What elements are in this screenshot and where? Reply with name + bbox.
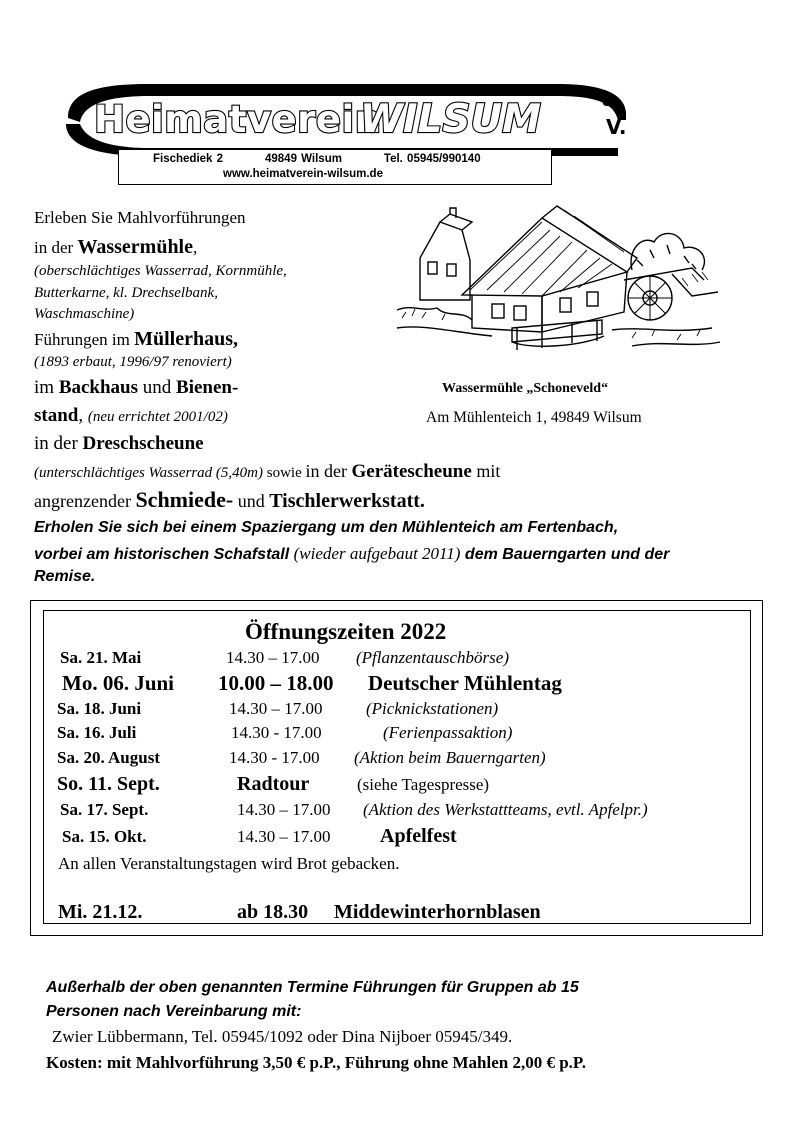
mill-address: Am Mühlenteich 1, 49849 Wilsum (426, 409, 642, 426)
walk-line-1: Erholen Sie sich bei einem Spaziergang um den Mühlenteich am Fertenbach, (34, 519, 619, 536)
intro-line-2: in der Wassermühle, (34, 236, 198, 258)
intro-line-11: (unterschlächtiges Wasserrad (5,40m) sowie in der Gerätescheune mit (34, 461, 501, 482)
schedule-title: Öffnungszeiten 2022 (245, 619, 447, 644)
footer-costs: Kosten: mit Mahlvorführung 3,50 € p.P., Führung ohne Mahlen 2,00 € p.P. (46, 1053, 586, 1072)
schedule-note: (Ferienpassaktion) (383, 723, 513, 742)
intro-line-5: Waschmaschine) (34, 306, 135, 322)
schedule-time: 14.30 – 17.00 (237, 800, 331, 819)
footer-line-2: Personen nach Vereinbarung mit: (46, 1003, 302, 1020)
schedule-date: Sa. 21. Mai (60, 648, 142, 667)
intro-line-4: Butterkarne, kl. Drechselbank, (34, 285, 218, 301)
schedule-note: (Picknickstationen) (366, 699, 499, 718)
intro-line-10: in der Dreschscheune (34, 433, 204, 454)
walk-line-3: Remise. (34, 568, 96, 585)
schedule-note: (Aktion beim Bauerngarten) (354, 748, 546, 767)
schedule-note: (Pflanzentauschbörse) (356, 648, 509, 667)
intro-line-3: (oberschlächtiges Wasserrad, Kornmühle, (34, 263, 287, 279)
schedule-time: Radtour (237, 773, 310, 795)
schedule-time: 14.30 – 17.00 (226, 648, 320, 667)
schedule-time: 14.30 - 17.00 (231, 723, 322, 742)
intro-line-1: Erleben Sie Mahlvorführungen (34, 208, 246, 227)
heimatverein-logo (58, 80, 634, 158)
footer-line-1: Außerhalb der oben genannten Termine Führungen für Gruppen ab 15 (46, 979, 579, 996)
intro-line-12: angrenzender Schmiede- und Tischlerwerkstatt. (34, 487, 425, 512)
website-link[interactable]: www.heimatverein-wilsum.de (223, 168, 383, 180)
svg-text:V.: V. (606, 115, 627, 139)
svg-text:WILSUM: WILSUM (360, 97, 541, 142)
address-box (118, 149, 552, 185)
schedule-date: Sa. 15. Okt. (62, 827, 147, 846)
schedule-last-note: Middewinterhornblasen (334, 901, 541, 923)
schedule-note: Deutscher Mühlentag (368, 671, 562, 695)
schedule-time: 14.30 – 17.00 (229, 699, 323, 718)
schedule-note: Apfelfest (380, 825, 457, 847)
walk-line-2: vorbei am historischen Schafstall (wieder aufgebaut 2011) dem Bauerngarten und der (34, 544, 670, 563)
schedule-last-time: ab 18.30 (237, 901, 309, 923)
schedule-date: Sa. 16. Juli (57, 723, 137, 742)
schedule-date: Sa. 20. August (57, 748, 160, 767)
intro-line-8: im Backhaus und Bienen- (34, 377, 239, 398)
schedule-time: 10.00 – 18.00 (218, 671, 334, 695)
schedule-date: Mo. 06. Juni (62, 671, 175, 695)
intro-line-9: stand, (neu errichtet 2001/02) (34, 405, 228, 426)
footer-contact: Zwier Lübbermann, Tel. 05945/1092 oder Dina Nijboer 05945/349. (52, 1027, 513, 1046)
schedule-note: (Aktion des Werkstattteams, evtl. Apfelpr.) (363, 800, 648, 819)
schedule-note: (siehe Tagespresse) (357, 775, 490, 794)
schedule-date: Sa. 17. Sept. (60, 800, 149, 819)
intro-line-7: (1893 erbaut, 1996/97 renoviert) (34, 354, 232, 370)
schedule-time: 14.30 – 17.00 (237, 827, 331, 846)
mill-caption: Wassermühle „Schoneveld“ (442, 381, 609, 396)
svg-text:e.: e. (602, 94, 617, 110)
schedule-time: 14.30 - 17.00 (229, 748, 320, 767)
mill-illustration (392, 200, 722, 360)
bread-note: An allen Veranstaltungstagen wird Brot gebacken. (58, 854, 400, 873)
schedule-date: Sa. 18. Juni (57, 699, 142, 718)
schedule-date: So. 11. Sept. (57, 773, 160, 795)
schedule-last-date: Mi. 21.12. (58, 901, 143, 923)
address-line: Fischediek 2 49849 Wilsum Tel. 05945/990140 (153, 153, 481, 165)
svg-text:Heimatverein: Heimatverein (94, 98, 382, 141)
intro-line-6: Führungen im Müllerhaus, (34, 328, 239, 350)
